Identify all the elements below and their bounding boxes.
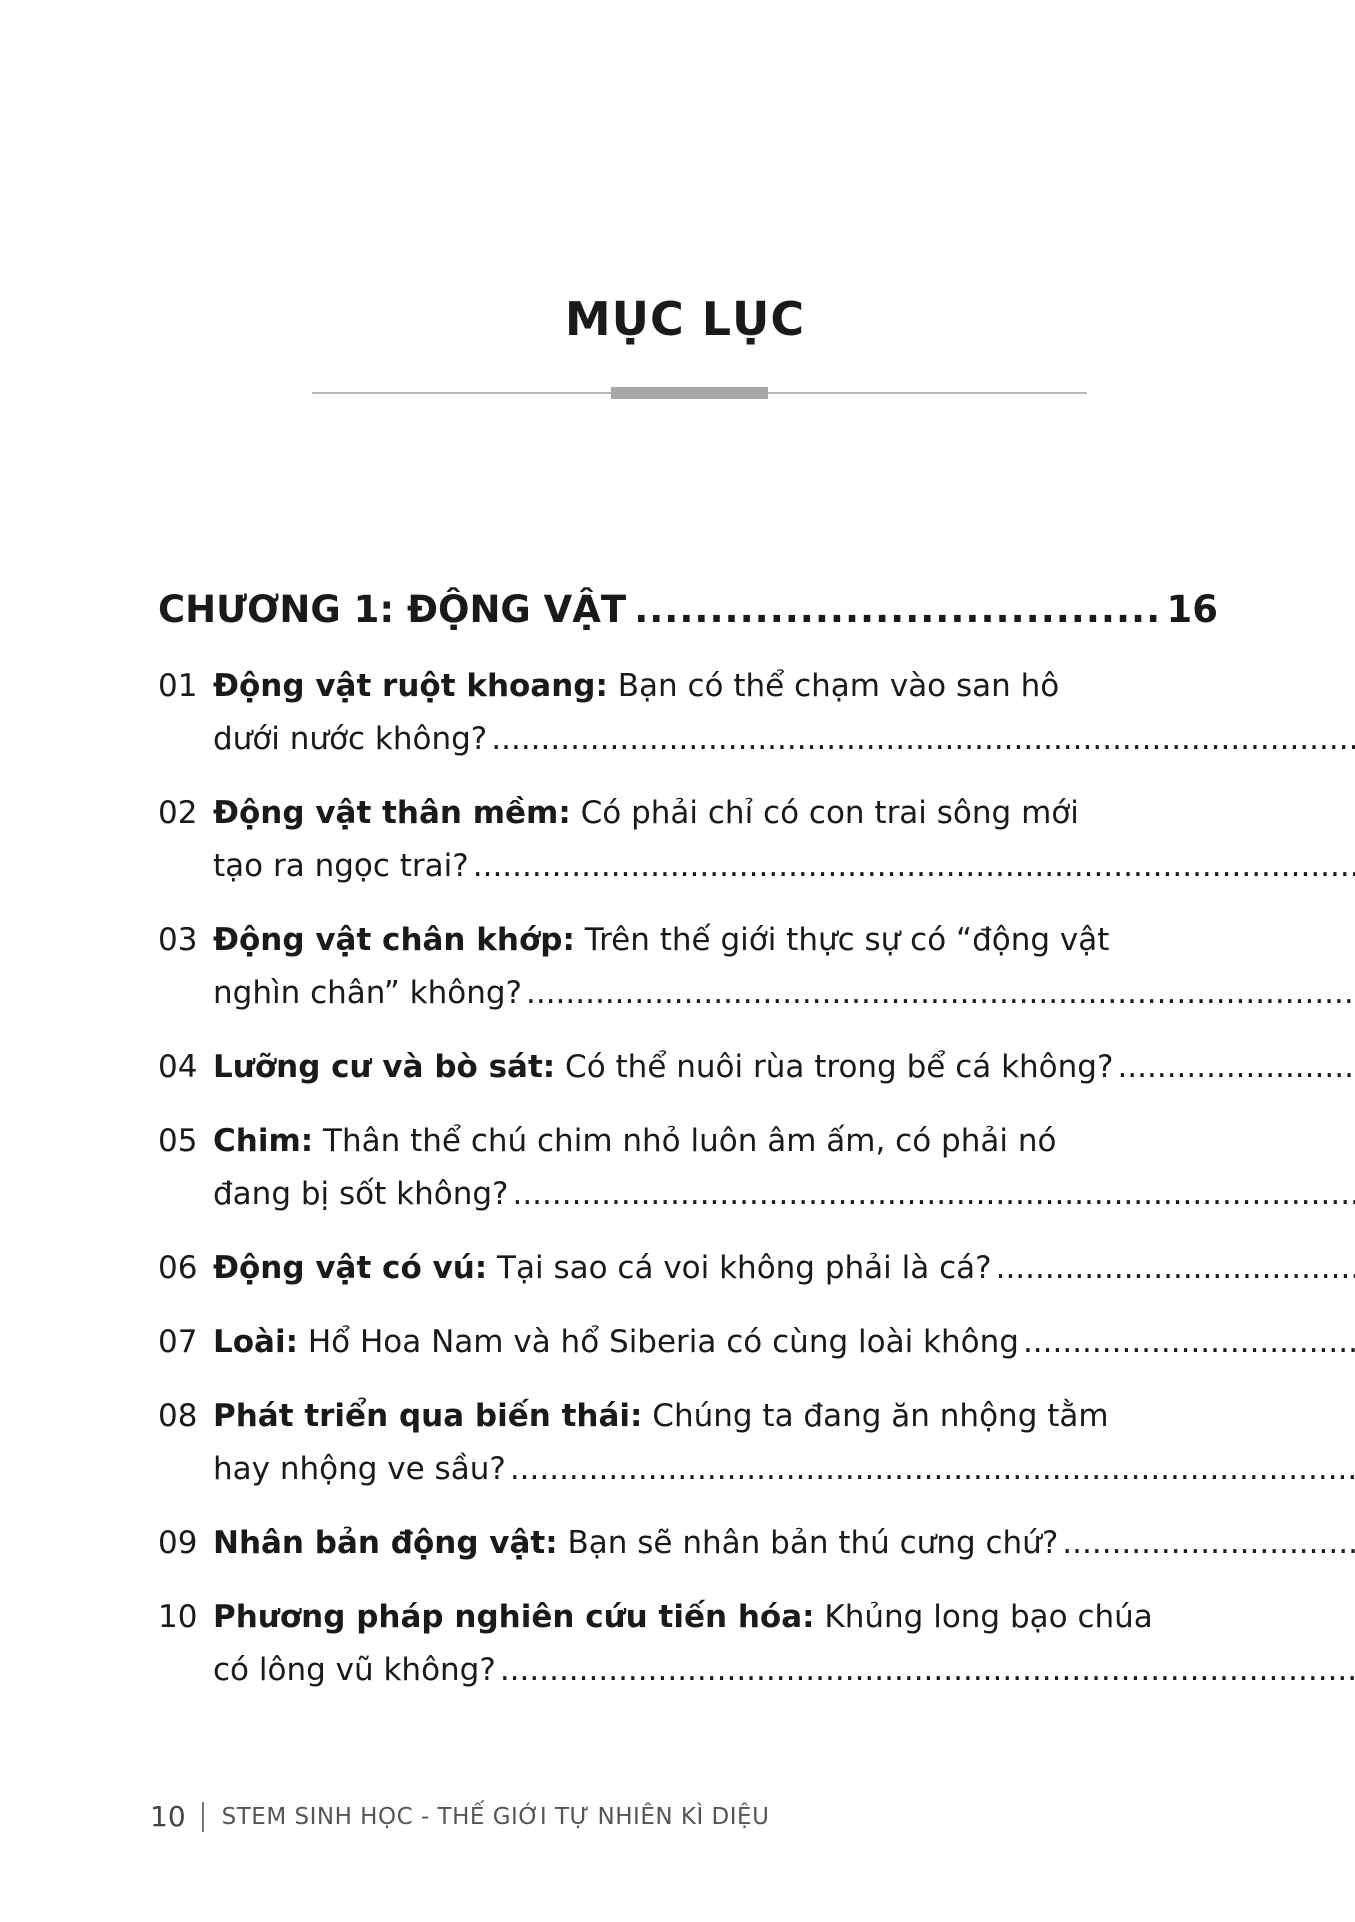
- page-footer: [150, 1800, 769, 1833]
- entry-topic: Phát triển qua biến thái:: [213, 1398, 643, 1434]
- toc-entry[interactable]: [158, 787, 1218, 893]
- toc-entry[interactable]: [158, 1041, 1218, 1094]
- toc-entry[interactable]: [158, 1390, 1218, 1496]
- toc-entry[interactable]: [158, 660, 1218, 766]
- entry-question-cont: dưới nước không?: [213, 721, 488, 757]
- page-title: MỤC LỤC: [564, 292, 806, 346]
- dot-leader: [473, 840, 1355, 893]
- entry-question-cont: nghìn chân” không?: [213, 975, 522, 1011]
- dot-leader: [634, 588, 1158, 631]
- entry-question: Trên thế giới thực sự có “động vật: [574, 922, 1110, 958]
- dot-leader: [500, 1644, 1355, 1697]
- dot-leader: [996, 1242, 1355, 1295]
- dot-leader: [512, 1168, 1355, 1221]
- toc-entry[interactable]: [158, 1115, 1218, 1221]
- dot-leader: [1117, 1041, 1355, 1094]
- title-divider-accent: [611, 387, 768, 399]
- footer-book-title: STEM SINH HỌC - THẾ GIỚI TỰ NHIÊN KÌ DIỆU: [221, 1803, 770, 1830]
- toc-entry[interactable]: [158, 914, 1218, 1020]
- entry-number: 08: [158, 1398, 198, 1434]
- dot-leader: [491, 713, 1355, 766]
- toc-entry[interactable]: [158, 1517, 1218, 1570]
- toc-entry[interactable]: [158, 1242, 1218, 1295]
- entry-topic: Nhân bản động vật:: [213, 1525, 558, 1561]
- table-of-contents: [158, 588, 1218, 1718]
- entry-number: 09: [158, 1525, 198, 1561]
- chapter-page-number: 16: [1166, 588, 1218, 631]
- dot-leader: [1062, 1517, 1355, 1570]
- dot-leader: [510, 1443, 1355, 1496]
- entry-number: 06: [158, 1250, 198, 1286]
- entry-number: 04: [158, 1049, 198, 1085]
- entry-topic: Lưỡng cư và bò sát:: [213, 1049, 556, 1085]
- dot-leader: [526, 967, 1355, 1020]
- footer-page-number: 10: [150, 1800, 186, 1833]
- entry-question-cont: tạo ra ngọc trai?: [213, 848, 469, 884]
- entry-question: Có phải chỉ có con trai sông mới: [570, 795, 1079, 831]
- entry-question-cont: đang bị sốt không?: [213, 1176, 509, 1212]
- entry-topic: Động vật ruột khoang:: [213, 668, 608, 704]
- entry-number: 07: [158, 1324, 198, 1360]
- entry-question: Có thể nuôi rùa trong bể cá không?: [555, 1049, 1114, 1085]
- entry-question: Chúng ta đang ăn nhộng tằm: [642, 1398, 1109, 1434]
- chapter-heading[interactable]: [158, 588, 1218, 650]
- footer-separator: [202, 1802, 204, 1832]
- chapter-label: CHƯƠNG 1: ĐỘNG VẬT: [158, 588, 627, 631]
- entry-number: 01: [158, 668, 198, 704]
- entry-question-cont: hay nhộng ve sầu?: [213, 1451, 506, 1487]
- entry-question: Khủng long bạo chúa: [814, 1599, 1153, 1635]
- entry-number: 10: [158, 1599, 198, 1635]
- entry-question: Bạn có thể chạm vào san hô: [607, 668, 1060, 704]
- entry-number: 03: [158, 922, 198, 958]
- entry-topic: Phương pháp nghiên cứu tiến hóa:: [213, 1599, 815, 1635]
- entry-topic: Loài:: [213, 1324, 298, 1360]
- toc-entry[interactable]: [158, 1316, 1218, 1369]
- entry-topic: Động vật có vú:: [213, 1250, 488, 1286]
- entry-topic: Chim:: [213, 1123, 314, 1159]
- entry-number: 05: [158, 1123, 198, 1159]
- toc-entry[interactable]: [158, 1591, 1218, 1697]
- entry-question-cont: có lông vũ không?: [213, 1652, 496, 1688]
- entry-topic: Động vật chân khớp:: [213, 922, 575, 958]
- entry-number: 02: [158, 795, 198, 831]
- dot-leader: [1023, 1316, 1355, 1369]
- entry-question: Tại sao cá voi không phải là cá?: [487, 1250, 992, 1286]
- entry-question: Hổ Hoa Nam và hổ Siberia có cùng loài không: [298, 1324, 1019, 1360]
- entry-topic: Động vật thân mềm:: [213, 795, 571, 831]
- entry-question: Thân thể chú chim nhỏ luôn âm ấm, có phải nó: [313, 1123, 1057, 1159]
- entry-question: Bạn sẽ nhân bản thú cưng chứ?: [557, 1525, 1059, 1561]
